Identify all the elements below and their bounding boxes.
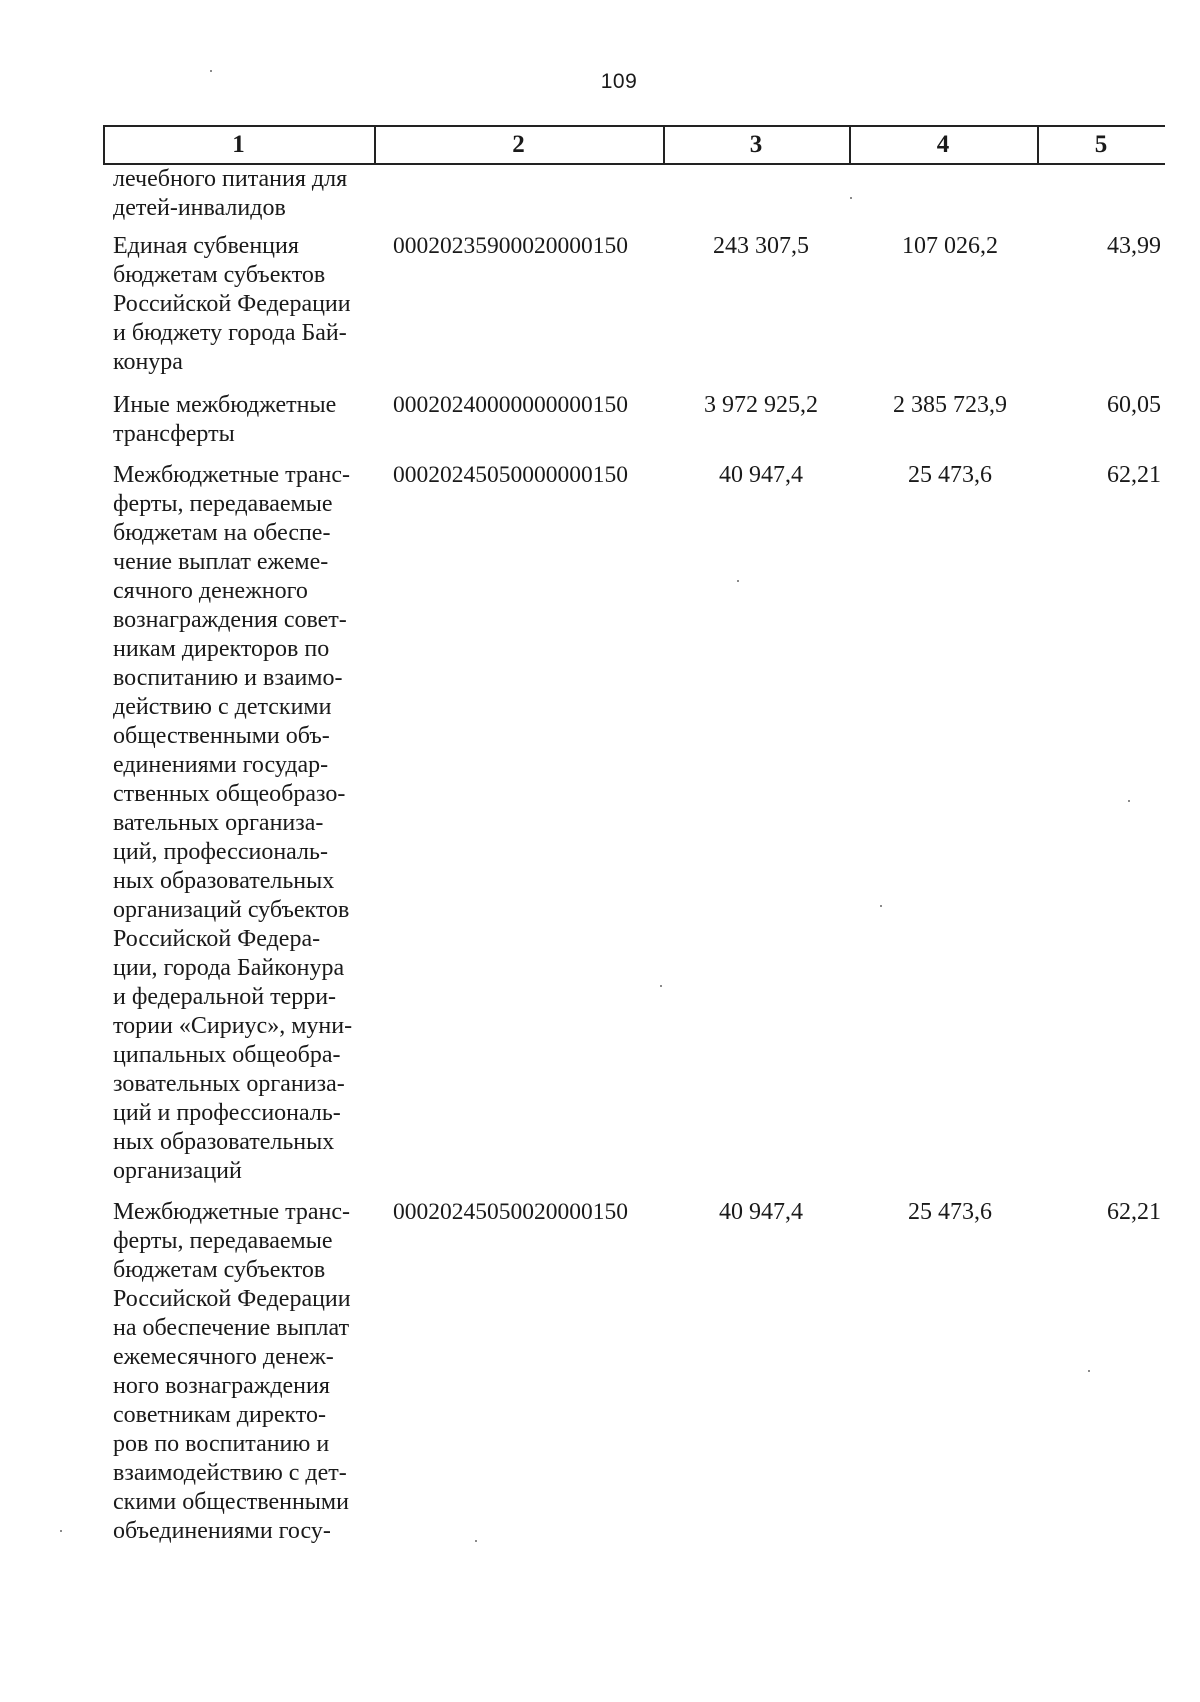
- budget-code-cell: 00020245050020000150: [393, 1199, 628, 1225]
- scan-speck: [850, 197, 852, 199]
- row-name-line: советникам директо-: [113, 1402, 327, 1428]
- scan-speck: [737, 580, 739, 582]
- row-name-line: конура: [113, 349, 183, 375]
- row-name-line: Иные межбюджетные: [113, 392, 337, 418]
- row-name-line: ферты, передаваемые: [113, 1228, 333, 1254]
- value-cell-3: 40 947,4: [719, 462, 803, 488]
- column-header-1: 1: [232, 131, 245, 158]
- row-name-line: ции, города Байконура: [113, 955, 345, 981]
- table-header-row: [103, 125, 1165, 165]
- budget-code-cell: 00020240000000000150: [393, 392, 628, 418]
- value-cell-5: 62,21: [1107, 462, 1161, 488]
- row-name-line: взаимодействию с дет-: [113, 1460, 347, 1486]
- row-name-line: чение выплат ежеме-: [113, 549, 329, 575]
- row-name-cell: [113, 232, 373, 377]
- value-cell-3: 243 307,5: [713, 233, 809, 259]
- row-name-line: единениями государ-: [113, 752, 329, 778]
- column-header-5: 5: [1094, 131, 1108, 158]
- row-name-line: Межбюджетные транс-: [113, 462, 351, 488]
- scan-speck: [60, 1530, 62, 1532]
- value-cell-3: 3 972 925,2: [704, 392, 818, 418]
- row-name-line: тории «Сириус», муни-: [113, 1013, 353, 1039]
- row-name-cell: [113, 391, 373, 449]
- row-name-line: ров по воспитанию и: [113, 1431, 330, 1457]
- row-name-line: ций, профессиональ-: [113, 839, 328, 865]
- row-name-line: Российской Федера-: [113, 926, 321, 952]
- budget-table: [103, 125, 1165, 1544]
- scan-speck: [475, 1540, 477, 1542]
- row-name-line: воспитанию и взаимо-: [113, 665, 343, 691]
- row-name-line: ципальных общеобра-: [113, 1042, 341, 1068]
- row-name-line: Российской Федерации: [113, 1286, 351, 1312]
- row-name-line: действию с детскими: [113, 694, 332, 720]
- row-name-line: трансферты: [113, 421, 235, 447]
- row-name-line: лечебного питания для: [113, 166, 348, 192]
- budget-code-cell: 00020235900020000150: [393, 233, 628, 259]
- scan-speck: [1088, 1370, 1090, 1372]
- value-cell-5: 60,05: [1107, 392, 1161, 418]
- row-name-line: организаций субъектов: [113, 897, 350, 923]
- column-header-2: 2: [512, 131, 525, 158]
- row-name-line: организаций: [113, 1158, 242, 1184]
- budget-code-cell: 00020245050000000150: [393, 462, 628, 488]
- row-name-line: общественными объ-: [113, 723, 330, 749]
- row-name-line: ций и профессиональ-: [113, 1100, 341, 1126]
- row-name-line: скими общественными: [113, 1489, 349, 1515]
- row-name-line: вательных организа-: [113, 810, 324, 836]
- scan-speck: [1128, 800, 1130, 802]
- row-name-line: Российской Федерации: [113, 291, 351, 317]
- row-name-line: ных образовательных: [113, 868, 335, 894]
- row-name-line: ферты, передаваемые: [113, 491, 333, 517]
- row-name-line: никам директоров по: [113, 636, 330, 662]
- row-name-line: бюджетам на обеспе-: [113, 520, 331, 546]
- value-cell-4: 107 026,2: [902, 233, 998, 259]
- row-name-line: ственных общеобразо-: [113, 781, 346, 807]
- row-name-line: вознаграждения совет-: [113, 607, 347, 633]
- row-name-line: ежемесячного денеж-: [113, 1344, 334, 1370]
- scan-speck: [660, 985, 662, 987]
- row-name-line: ного вознаграждения: [113, 1373, 330, 1399]
- row-name-line: объединениями госу-: [113, 1518, 331, 1544]
- scan-speck: [210, 70, 212, 72]
- row-name-line: на обеспечение выплат: [113, 1315, 350, 1341]
- column-header-4: 4: [936, 131, 950, 158]
- column-header-3: 3: [749, 131, 763, 158]
- row-name-line: детей-инвалидов: [113, 195, 286, 221]
- row-name-line: и федеральной терри-: [113, 984, 337, 1010]
- row-name-line: ных образовательных: [113, 1129, 335, 1155]
- row-name-line: и бюджету города Бай-: [113, 320, 347, 346]
- value-cell-4: 25 473,6: [908, 462, 992, 488]
- row-name-cell: [113, 461, 373, 1186]
- value-cell-5: 62,21: [1107, 1199, 1161, 1225]
- value-cell-3: 40 947,4: [719, 1199, 803, 1225]
- row-name-line: зовательных организа-: [113, 1071, 345, 1097]
- value-cell-4: 25 473,6: [908, 1199, 992, 1225]
- row-name-line: бюджетам субъектов: [113, 262, 326, 288]
- value-cell-5: 43,99: [1107, 233, 1161, 259]
- row-name-line: сячного денежного: [113, 578, 308, 604]
- scan-speck: [880, 905, 882, 907]
- row-name-line: бюджетам субъектов: [113, 1257, 326, 1283]
- row-name-line: Межбюджетные транс-: [113, 1199, 351, 1225]
- row-name-cell: [113, 165, 373, 223]
- row-name-cell: [113, 1198, 373, 1546]
- page-number: 109: [600, 70, 638, 93]
- row-name-line: Единая субвенция: [113, 233, 299, 259]
- value-cell-4: 2 385 723,9: [893, 392, 1007, 418]
